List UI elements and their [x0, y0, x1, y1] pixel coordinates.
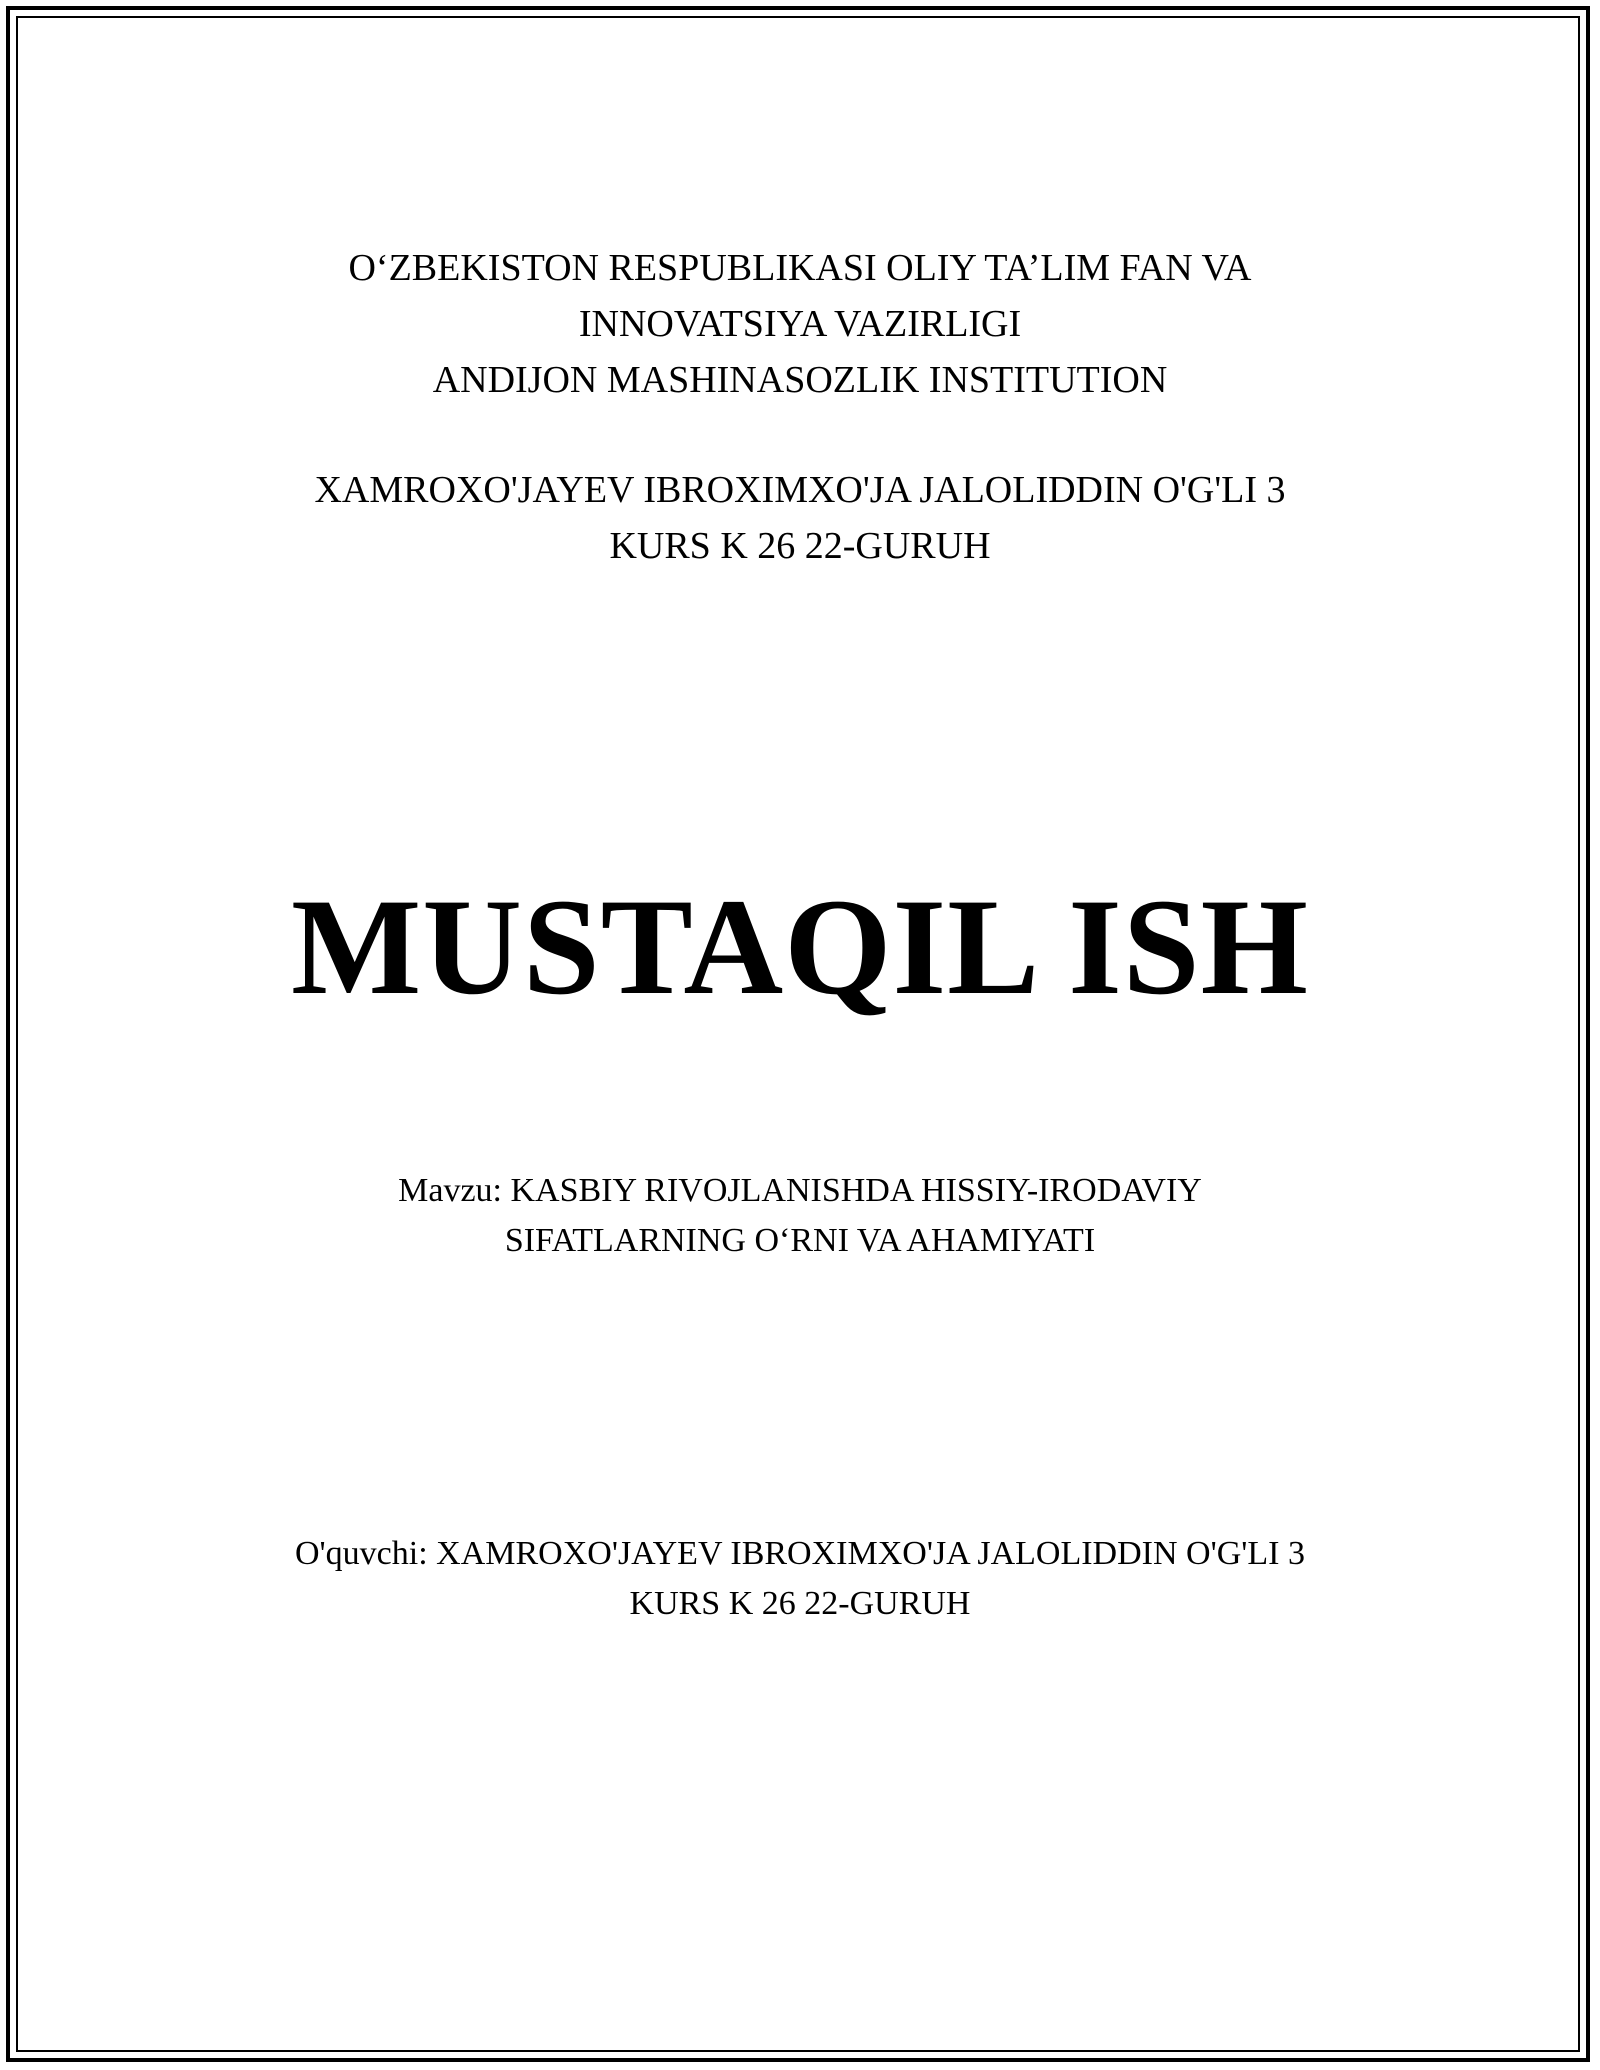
topic-section	[0, 1166, 1600, 1266]
topic-line-1: Mavzu: KASBIY RIVOJLANISHDA HISSIY-IRODAVIY	[398, 1172, 1202, 1209]
institution-name: ANDIJON MASHINASOZLIK INSTITUTION	[432, 359, 1168, 401]
student-name-line-2: KURS K 26 22-GURUH	[609, 525, 991, 567]
ministry-line-1: O‘ZBEKISTON RESPUBLIKASI OLIY TA’LIM FAN VA	[348, 247, 1252, 289]
header-section	[0, 240, 1600, 408]
student-section	[0, 462, 1600, 574]
author-line-1: O'quvchi: XAMROXO'JAYEV IBROXIMXO'JA JALOLIDDIN O'G'LI 3	[294, 1535, 1305, 1572]
title-section	[0, 872, 1600, 1022]
student-name-line-1: XAMROXO'JAYEV IBROXIMXO'JA JALOLIDDIN O'G'LI 3	[314, 469, 1286, 511]
topic-line-2: SIFATLARNING O‘RNI VA AHAMIYATI	[504, 1222, 1096, 1259]
author-section	[0, 1529, 1600, 1629]
document-title: MUSTAQIL ISH	[291, 870, 1309, 1023]
ministry-line-2: INNOVATSIYA VAZIRLIGI	[578, 303, 1022, 345]
author-line-2: KURS K 26 22-GURUH	[629, 1585, 971, 1622]
